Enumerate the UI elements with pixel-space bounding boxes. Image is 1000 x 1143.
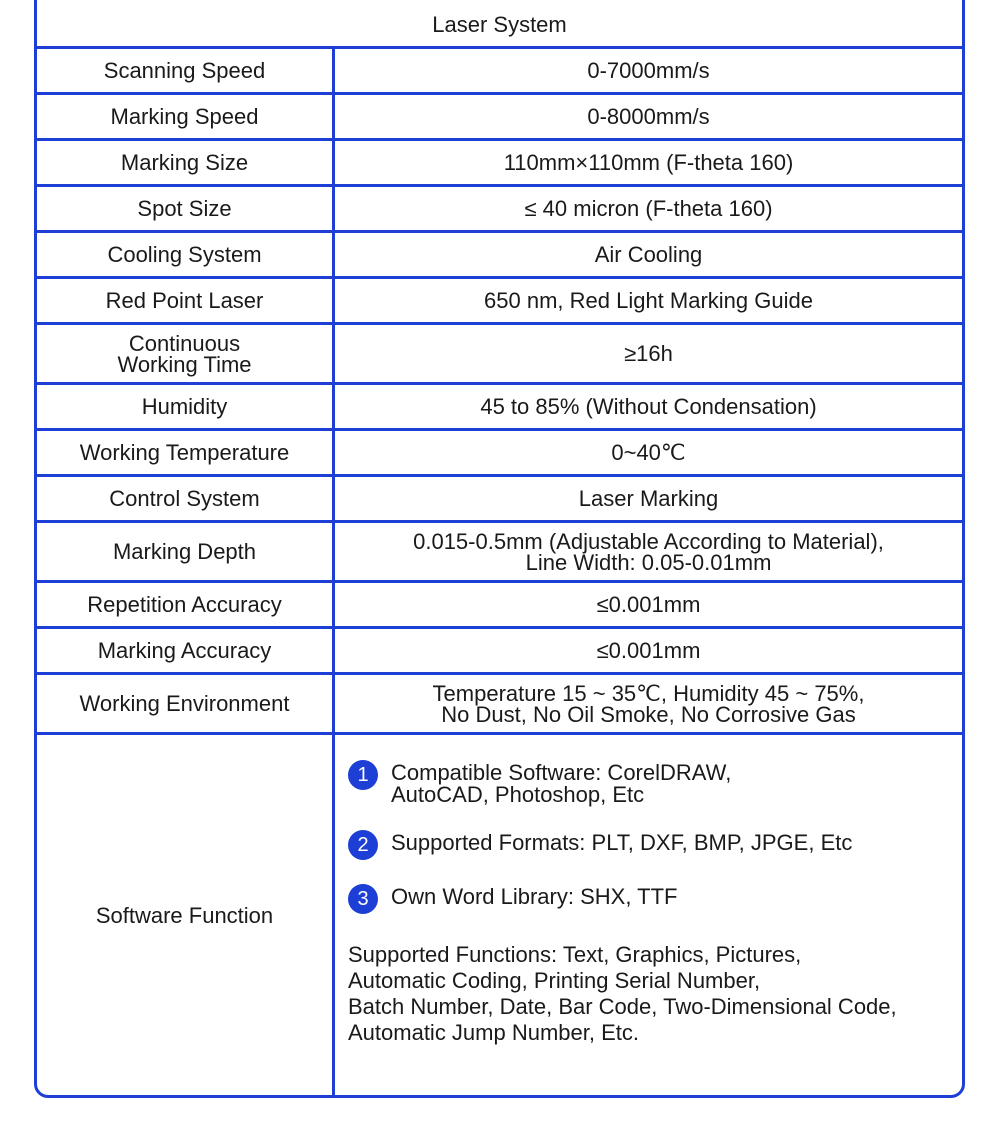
feature-item [348,886,677,914]
table-row [37,138,962,184]
spec-value: ≤ 40 micron (F-theta 160) [524,196,773,221]
table-row [37,520,962,580]
spec-value: ≥16h [624,341,673,366]
spec-label: Working Temperature [37,431,335,474]
table-title-row [37,0,962,46]
spec-label: Control System [37,477,335,520]
spec-value: 45 to 85% (Without Condensation) [480,394,817,419]
spec-label: Working Environment [37,675,335,732]
number-badge-icon: 2 [348,830,378,860]
spec-label: Scanning Speed [37,49,335,92]
table-row [37,46,962,92]
spec-value: 650 nm, Red Light Marking Guide [484,288,813,313]
spec-value: 0-7000mm/s [587,58,710,83]
table-row [37,230,962,276]
table-row [37,626,962,672]
feature-item [348,762,731,806]
spec-label: Continuous Working Time [37,325,335,382]
feature-text: Supported Formats: PLT, DXF, BMP, JPGE, Etc [391,830,853,855]
software-row [37,732,962,1095]
spec-value: ≤0.001mm [596,638,701,663]
table-row [37,382,962,428]
spec-value: Air Cooling [594,242,703,267]
software-label: Software Function [37,735,335,1095]
number-badge-icon: 3 [348,884,378,914]
spec-value: 110mm×110mm (F-theta 160) [503,150,794,175]
spec-label: Marking Speed [37,95,335,138]
spec-value: 0~40℃ [611,440,686,465]
supported-functions: Supported Functions: Text, Graphics, Pictures, Automatic Coding, Printing Serial Number, Batch Number, Date, Bar Code, Two-Dimensional Code, Automatic Jump Number, Etc. [348,942,897,1045]
table-row [37,322,962,382]
spec-label: Marking Depth [37,523,335,580]
spec-value: 0-8000mm/s [587,104,710,129]
table-row [37,672,962,732]
spec-value: Temperature 15 ~ 35℃, Humidity 45 ~ 75%, No Dust, No Oil Smoke, No Corrosive Gas [432,680,865,727]
spec-value: 0.015-0.5mm (Adjustable According to Material), Line Width: 0.05-0.01mm [413,528,884,575]
table-title: Laser System [432,12,567,37]
spec-value: Laser Marking [578,486,719,511]
spec-label: Humidity [37,385,335,428]
spec-label: Spot Size [37,187,335,230]
feature-text: Own Word Library: SHX, TTF [391,884,678,909]
table-row [37,474,962,520]
spec-label: Marking Size [37,141,335,184]
table-row [37,276,962,322]
table-row [37,580,962,626]
spec-label: Repetition Accuracy [37,583,335,626]
spec-label: Red Point Laser [37,279,335,322]
table-row [37,92,962,138]
feature-item [348,832,852,860]
spec-label: Cooling System [37,233,335,276]
feature-text: Compatible Software: CorelDRAW, AutoCAD, Photoshop, Etc [391,760,732,807]
number-badge-icon: 1 [348,760,378,790]
spec-label: Marking Accuracy [37,629,335,672]
spec-table [34,0,965,1098]
table-row [37,184,962,230]
table-row [37,428,962,474]
software-content [335,735,962,1095]
spec-value: ≤0.001mm [596,592,701,617]
